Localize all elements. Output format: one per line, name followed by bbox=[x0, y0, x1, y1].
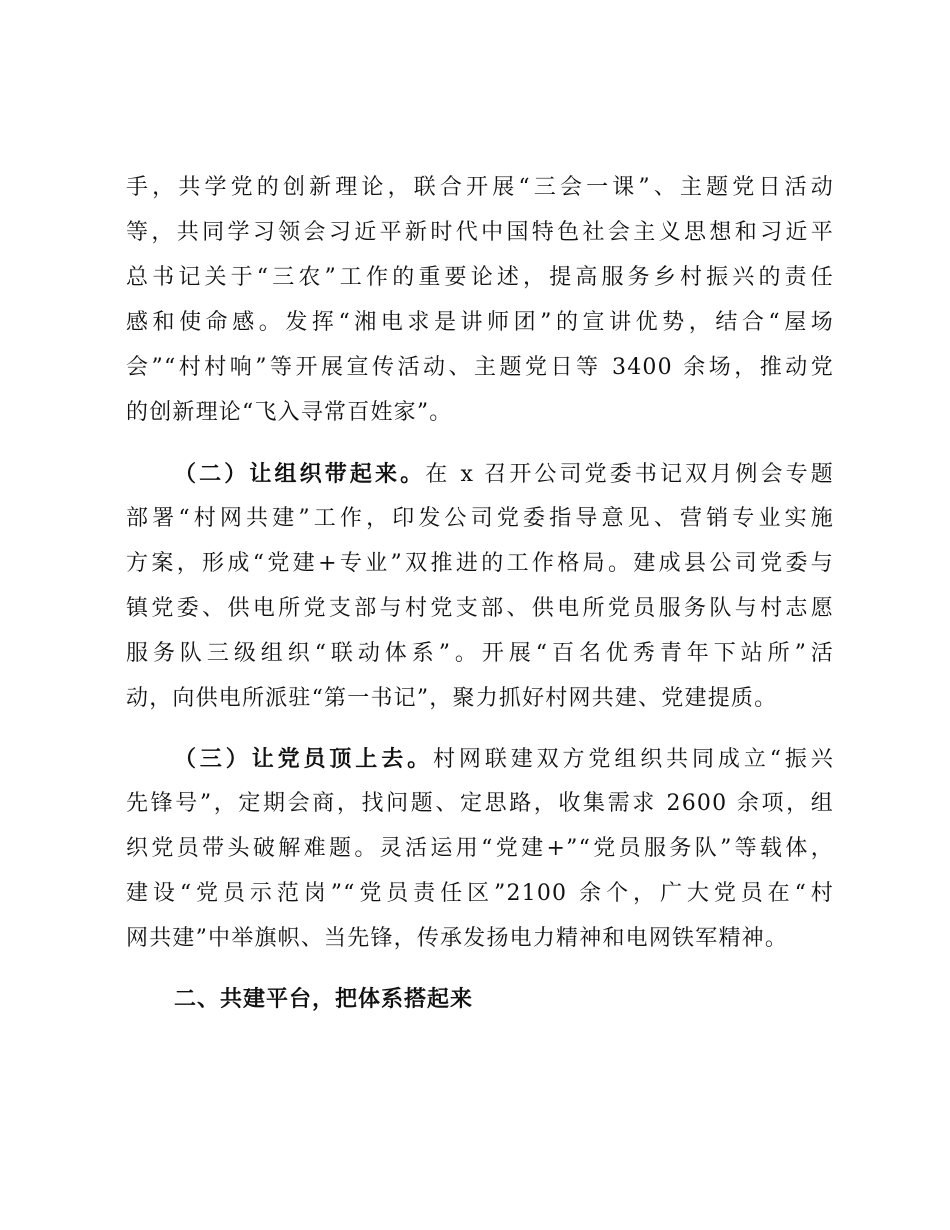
paragraph-3-line-5: 网共建”中举旗帜、当先锋，传承发扬电力精神和电网铁军精神。 bbox=[126, 926, 789, 951]
paragraph-2-line-2: 部署“村网共建”工作，印发公司党委指导意见、营销专业实施 bbox=[126, 506, 834, 531]
paragraph-1-line-2: 等，共同学习领会习近平新时代中国特色社会主义思想和习近平 bbox=[126, 220, 834, 245]
paragraph-3-line-4: 建设“党员示范岗”“党员责任区”2100 余个，广大党员在“村 bbox=[126, 881, 834, 906]
paragraph-2-lead: （二）让组织带起来。 bbox=[174, 461, 426, 487]
paragraph-3-line-1-text: 村网联建双方党组织共同成立“振兴 bbox=[433, 747, 834, 772]
section-heading: 二、共建平台，把体系搭起来 bbox=[174, 987, 474, 1012]
paragraph-2-line-3: 方案，形成“党建+专业”双推进的工作格局。建成县公司党委与 bbox=[126, 551, 834, 576]
paragraph-2-line-5: 服务队三级组织“联动体系”。开展“百名优秀青年下站所”活 bbox=[126, 641, 834, 666]
paragraph-1-line-3: 总书记关于“三农”工作的重要论述，提高服务乡村振兴的责任 bbox=[126, 265, 834, 290]
paragraph-3-line-2: 先锋号”，定期会商，找问题、定思路，收集需求 2600 余项，组 bbox=[126, 791, 834, 816]
paragraph-1-line-1: 手，共学党的创新理论，联合开展“三会一课”、主题党日活动 bbox=[126, 175, 834, 200]
paragraph-1-line-4: 感和使命感。发挥“湘电求是讲师团”的宣讲优势，结合“屋场 bbox=[126, 310, 834, 335]
paragraph-1-line-5: 会”“村村响”等开展宣传活动、主题党日等 3400 余场，推动党 bbox=[126, 355, 834, 380]
paragraph-2-line-1 bbox=[174, 459, 834, 490]
paragraph-3-line-1 bbox=[174, 744, 834, 775]
paragraph-2-line-6: 动，向供电所派驻“第一书记”，聚力抓好村网共建、党建提质。 bbox=[126, 686, 778, 711]
paragraph-2-line-1-text: 在 x 召开公司党委书记双月例会专题 bbox=[425, 462, 834, 487]
paragraph-3-lead: （三）让党员顶上去。 bbox=[174, 746, 434, 772]
paragraph-2-line-4: 镇党委、供电所党支部与村党支部、供电所党员服务队与村志愿 bbox=[126, 596, 834, 621]
paragraph-1-line-6: 的创新理论“飞入寻常百姓家”。 bbox=[126, 400, 453, 425]
paragraph-3-line-3: 织党员带头破解难题。灵活运用“党建+”“党员服务队”等载体， bbox=[126, 836, 834, 861]
